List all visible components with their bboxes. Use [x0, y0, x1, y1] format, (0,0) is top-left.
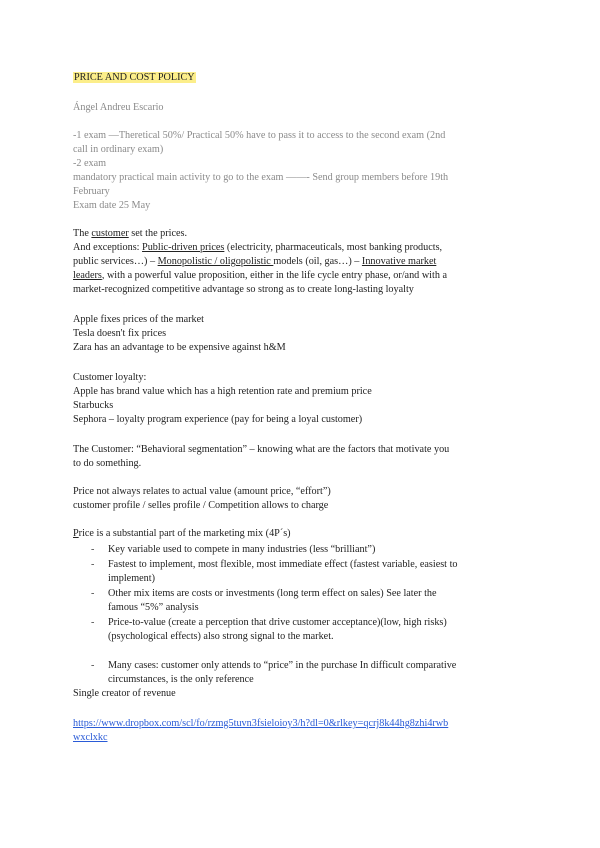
bullet-dash: - [91, 588, 95, 599]
bullet-item-continued: circumstances, is the only reference [108, 674, 254, 685]
bullet-item: Fastest to implement, most flexible, most immediate effect (fastest variable, easiest to [108, 559, 458, 570]
underlined-term: customer [91, 228, 129, 239]
exam-date: Exam date 25 May [73, 200, 151, 211]
loyalty-heading: Customer loyalty: [73, 372, 147, 383]
customer-sets-prices [73, 227, 187, 241]
bullet-item: Key variable used to compete in many industries (less “brilliant”) [108, 544, 376, 555]
exam-info-line: -2 exam [73, 158, 107, 169]
exam-info-line: February [73, 186, 110, 197]
underlined-term: Innovative market [361, 256, 437, 267]
text-segment: rice is a substantial part of the marketing mix (4P´s) [78, 528, 291, 539]
bullet-item: Other mix items are costs or investments (long term effect on sales) See later the [108, 588, 437, 599]
loyalty-example: Starbucks [73, 400, 114, 411]
dropbox-link-continued[interactable]: wxclxkc [73, 732, 108, 743]
exam-info-line: mandatory practical main activity to go to the exam ——- Send group members before 19th [73, 172, 449, 183]
exceptions-line [73, 241, 442, 255]
bullet-dash: - [91, 559, 95, 570]
title-highlight: PRICE AND COST POLICY [74, 72, 195, 83]
text-segment: set the prices. [128, 228, 188, 239]
value-line: customer profile / selles profile / Competition allows to charge [73, 500, 329, 511]
market-example: Apple fixes prices of the market [73, 314, 204, 325]
segmentation-line: The Customer: “Behavioral segmentation” – knowing what are the factors that motivate you [73, 444, 450, 455]
loyalty-example: Apple has brand value which has a high retention rate and premium price [73, 386, 372, 397]
bullet-dash: - [91, 544, 95, 555]
document-title [73, 71, 196, 85]
market-example: Tesla doesn't fix prices [73, 328, 167, 339]
exam-info-line: -1 exam —Theretical 50%/ Practical 50% have to pass it to access to the second exam (2nd [73, 130, 446, 141]
segmentation-line: to do something. [73, 458, 142, 469]
bullet-dash: - [91, 617, 95, 628]
exam-info-line: call in ordinary exam) [73, 144, 164, 155]
author-name: Ángel Andreu Escario [73, 102, 164, 113]
underlined-term: leaders [73, 270, 102, 281]
underlined-term: Public-driven prices [142, 242, 225, 253]
text-segment: public services…) – [73, 256, 158, 267]
text-segment: The [73, 228, 92, 239]
bullet-item: Price-to-value (create a perception that drive customer acceptance)(low, high risks) [108, 617, 447, 628]
bullet-item-continued: famous “5%” analysis [108, 602, 199, 613]
text-segment: (electricity, pharmaceuticals, most banking products, [224, 242, 443, 253]
marketing-mix-intro [73, 527, 291, 541]
loyalty-example: Sephora – loyalty program experience (pay for being a loyal customer) [73, 414, 363, 425]
market-example: Zara has an advantage to be expensive against h&M [73, 342, 286, 353]
bullet-dash: - [91, 660, 95, 671]
dropbox-link[interactable]: https://www.dropbox.com/scl/fo/rzmg5tuvn3fsieloioy3/h?dl=0&rlkey=qcrj8k44hg8zhi4rwb [73, 718, 449, 729]
exceptions-line: market-recognized competitive advantage so strong as to create long-lasting loyalty [73, 284, 414, 295]
exceptions-line [73, 255, 436, 269]
bullet-item-continued: implement) [108, 573, 155, 584]
text-segment: And exceptions: [73, 242, 143, 253]
bullet-item-continued: (psychological effects) also strong signal to the market. [108, 631, 334, 642]
revenue-line: Single creator of revenue [73, 688, 176, 699]
bullet-item: Many cases: customer only attends to “price” in the purchase In difficult comparative [108, 660, 457, 671]
underlined-term: P [73, 528, 79, 539]
underlined-term: Monopolistic / oligopolistic [157, 256, 274, 267]
text-segment: , with a powerful value proposition, either in the life cycle entry phase, or/and with a [101, 270, 447, 281]
exceptions-line [73, 269, 447, 283]
value-line: Price not always relates to actual value (amount price, “effort”) [73, 486, 331, 497]
text-segment: models (oil, gas…) – [273, 256, 362, 267]
